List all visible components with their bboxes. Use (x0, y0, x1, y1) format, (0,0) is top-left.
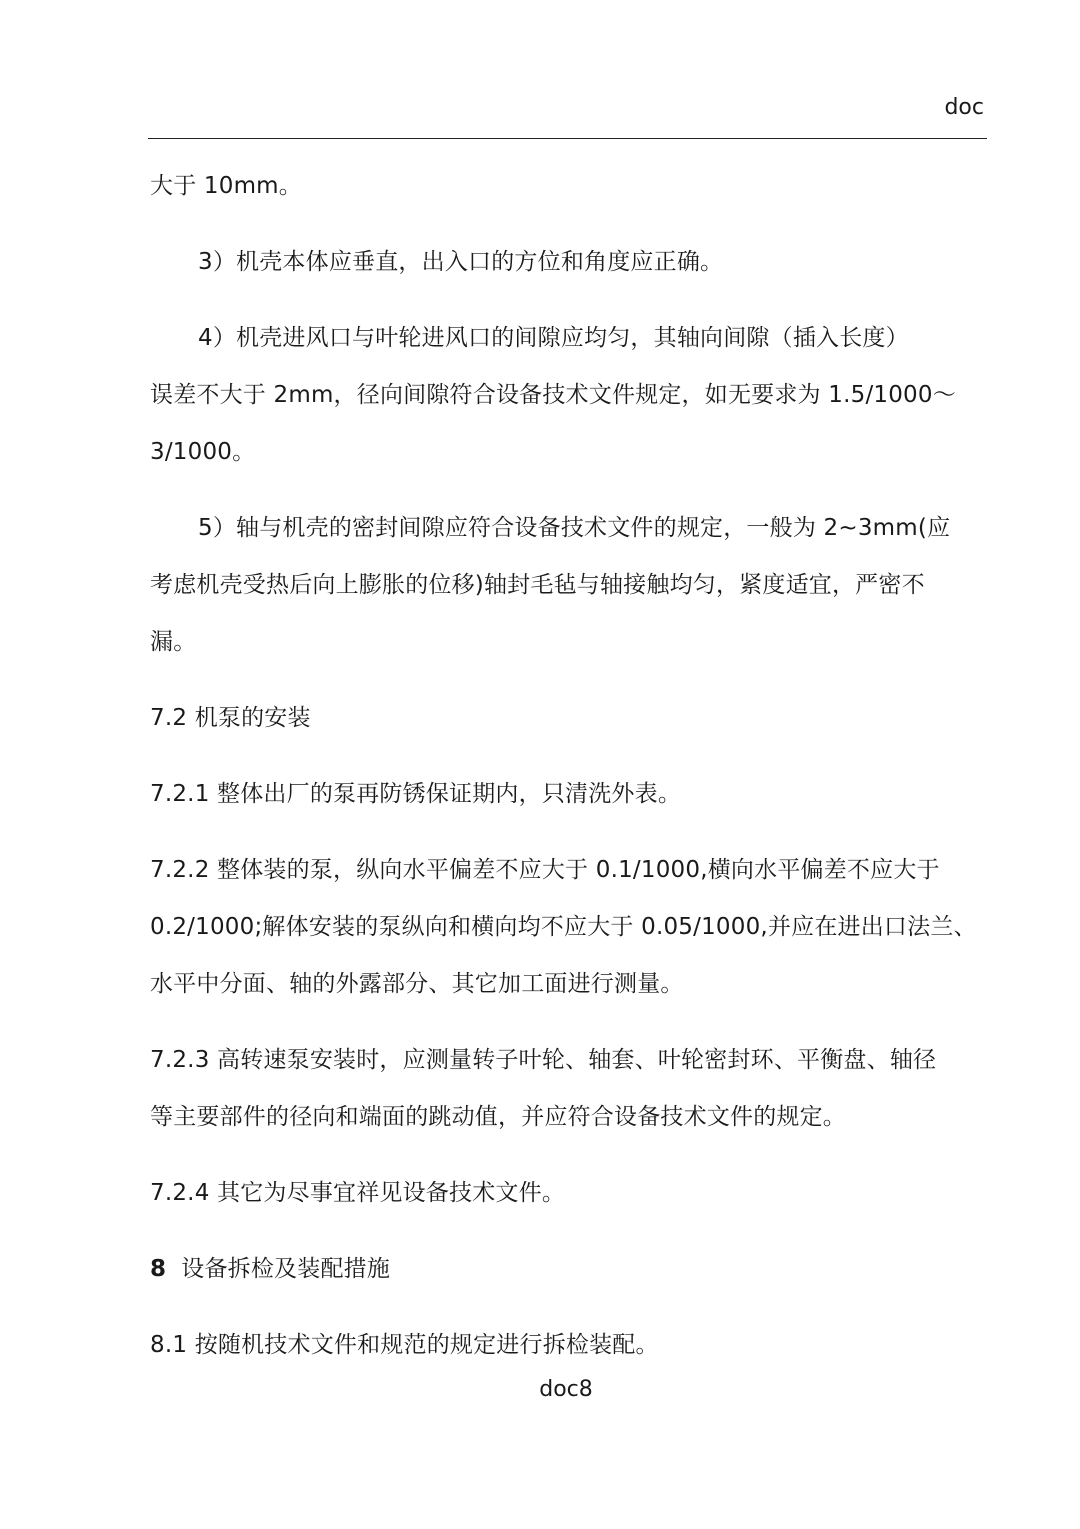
paragraph-item-5-line1: 5）轴与机壳的密封间隙应符合设备技术文件的规定，一般为 2~3mm(应 (198, 515, 951, 541)
clause-8-1: 8.1 按随机技术文件和规范的规定进行拆检装配。 (150, 1332, 659, 1358)
section-heading-7-2: 7.2 机泵的安装 (150, 705, 311, 731)
paragraph-item-4-line1: 4）机壳进风口与叶轮进风口的间隙应均匀，其轴向间隙（插入长度） (198, 325, 909, 351)
clause-7-2-2-line2: 0.2/1000;解体安装的泵纵向和横向均不应大于 0.05/1000,并应在进出口法兰、 (150, 914, 977, 940)
clause-7-2-4: 7.2.4 其它为尽事宜祥见设备技术文件。 (150, 1180, 566, 1206)
paragraph-item-5-line3: 漏。 (150, 629, 197, 655)
clause-7-2-1: 7.2.1 整体出厂的泵再防锈保证期内，只清洗外表。 (150, 781, 682, 807)
paragraph-item-5-line2: 考虑机壳受热后向上膨胀的位移)轴封毛毡与轴接触均匀，紧度适宜，严密不 (150, 572, 925, 598)
paragraph-item-3: 3）机壳本体应垂直，出入口的方位和角度应正确。 (198, 249, 724, 275)
clause-7-2-3-line2: 等主要部件的径向和端面的跳动值，并应符合设备技术文件的规定。 (150, 1104, 846, 1130)
section-number: 8 (150, 1256, 167, 1282)
clause-7-2-2-line3: 水平中分面、轴的外露部分、其它加工面进行测量。 (150, 971, 684, 997)
clause-7-2-3-line1: 7.2.3 高转速泵安装时，应测量转子叶轮、轴套、叶轮密封环、平衡盘、轴径 (150, 1047, 937, 1073)
section-title: 设备拆检及装配措施 (181, 1256, 391, 1282)
document-body (150, 158, 990, 1374)
page-footer: doc8 (539, 1377, 593, 1402)
paragraph-continuation: 大于 10mm。 (150, 173, 302, 199)
section-heading-8 (150, 1241, 990, 1298)
paragraph-item-4-line3: 3/1000。 (150, 439, 256, 465)
page-header: doc (944, 95, 984, 120)
header-divider (148, 138, 987, 139)
paragraph-item-4-line2: 误差不大于 2mm，径向间隙符合设备技术文件规定，如无要求为 1.5/1000～ (150, 382, 956, 408)
clause-7-2-2-line1: 7.2.2 整体装的泵，纵向水平偏差不应大于 0.1/1000,横向水平偏差不应大于 (150, 857, 940, 883)
